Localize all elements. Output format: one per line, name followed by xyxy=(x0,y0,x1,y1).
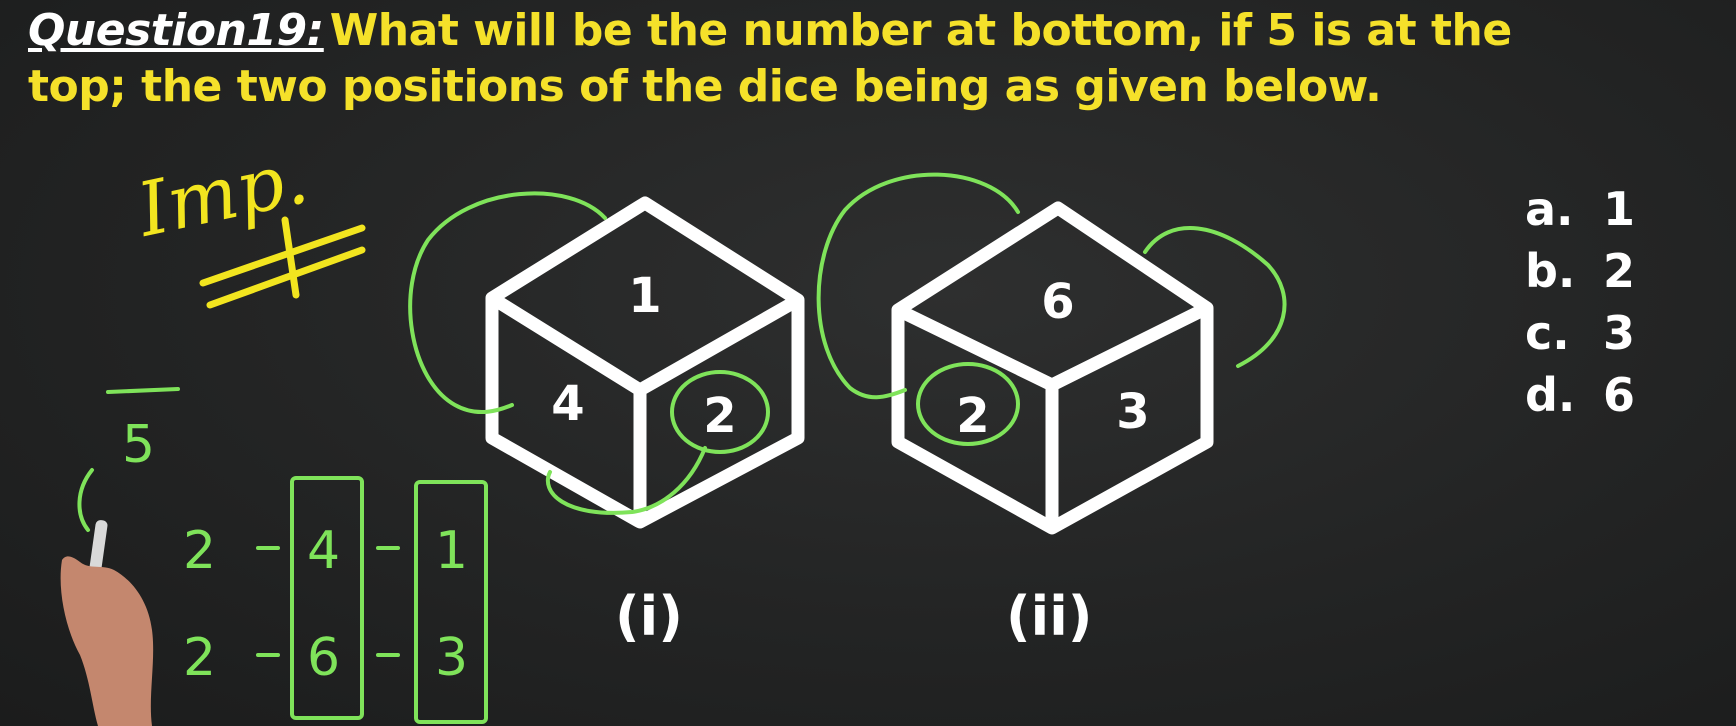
die-1-top-face: 1 xyxy=(628,268,662,324)
option-d-value: 6 xyxy=(1603,368,1636,422)
option-b-letter: b. xyxy=(1525,244,1576,298)
option-d-letter: d. xyxy=(1525,368,1576,422)
option-a-value: 1 xyxy=(1603,182,1636,236)
hand-shape xyxy=(61,556,154,726)
circle-around-2-die-1 xyxy=(672,372,768,452)
die-1-arc-bottom xyxy=(548,448,705,513)
die-1-left-face: 4 xyxy=(551,376,585,432)
presenter-hand xyxy=(52,520,157,726)
imp-annotation xyxy=(129,134,362,305)
question-line-2: top; the two positions of the dice being as given below. xyxy=(28,61,1382,112)
die-2-left-face: 2 xyxy=(956,388,990,444)
figure-caption-2: (ii) xyxy=(1006,585,1093,648)
imp-note: Imp. xyxy=(130,134,316,254)
figure-caption-1: (i) xyxy=(615,585,683,648)
imp-underline-2 xyxy=(210,250,362,305)
working-row1-b: 4 xyxy=(307,521,341,581)
option-a-letter: a. xyxy=(1525,182,1574,236)
die-2-arc-right xyxy=(1145,228,1285,366)
working-top-number: 5 xyxy=(122,415,156,475)
question-text-1: What will be the number at bottom, if 5 is at the xyxy=(329,5,1512,56)
working-overline xyxy=(108,389,178,392)
die-2-right-face: 3 xyxy=(1116,384,1150,440)
option-c-value: 3 xyxy=(1603,306,1636,360)
option-b-value: 2 xyxy=(1603,244,1636,298)
working-row2-c: 3 xyxy=(435,628,469,688)
working-row2-b: 6 xyxy=(307,628,341,688)
die-2-arc-left xyxy=(819,175,1018,398)
green-marks xyxy=(79,175,1284,722)
option-c-letter: c. xyxy=(1525,306,1570,360)
working-row1-a: 2 xyxy=(183,521,217,581)
die-1-arc-left xyxy=(410,193,605,412)
working-row2-a: 2 xyxy=(183,628,217,688)
die-2-top-face: 6 xyxy=(1041,274,1075,330)
working-row1-c: 1 xyxy=(435,521,469,581)
question-label: Question19: xyxy=(28,5,324,56)
circle-around-2-die-2 xyxy=(918,364,1018,444)
die-1-right-face: 2 xyxy=(703,388,737,444)
